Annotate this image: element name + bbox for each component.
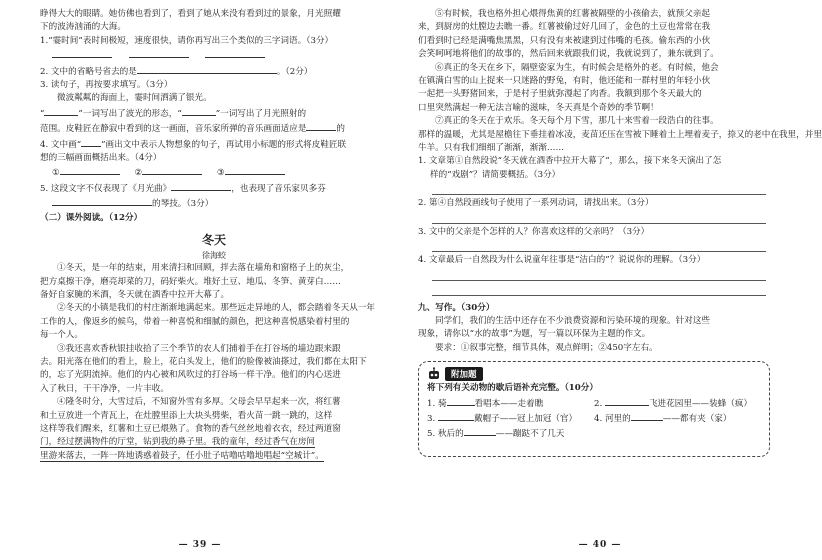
bonus-item: 2. 飞进花园里——装蜂（疯） xyxy=(594,396,761,411)
reading-question-1: 1. 文章第①自然段说“冬天就在酒香中拉开大幕了”，那么，接下来冬天演出了怎 xyxy=(418,156,722,167)
question-4: 4. 文中画“ ”画出文中表示人物想象的句子，再试用小标题的形式将皮鞋匠联 xyxy=(40,137,388,152)
bonus-badge: 附加题 xyxy=(445,367,483,381)
text-line: 下的波涛汹涌的大海。 xyxy=(40,22,126,33)
question-4-answers: ① ② ③ xyxy=(40,165,388,180)
bonus-instruction: 将下列有关动物的歇后语补充完整。（10分） xyxy=(427,383,598,394)
paragraph-1: ①冬天，是一年的结束，用来清扫和回顾，拌去落在墙角和窗格子上的灰尘， 把方桌擦干净，磨亮却菜的刀，码好柴火。堆好土豆、地瓜、冬笋、黄芽白…… 备好自家腌的米酒，冬天就在酒香中拉开大幕了。 xyxy=(40,263,350,300)
writing-prompt: 同学们，我们的生活中还存在不少浪费资源和污染环境的现象。针对这些 xyxy=(435,315,711,326)
page-number: — 40 — xyxy=(578,540,622,550)
answer-blank[interactable] xyxy=(205,48,265,58)
text-line: 睁得大大的眼睛。她仿佛也看到了，看到了她从来没有看到过的景象，月光照耀 xyxy=(40,9,341,19)
question-5: 5. 这段文字不仅表现了《月光曲》 ，也表现了音乐家贝多芬 xyxy=(40,181,388,196)
bonus-row xyxy=(427,396,761,411)
answer-blank[interactable] xyxy=(52,48,112,58)
reading-question-2: 2. 第④自然段画线句子使用了一系列动词，请找出来。（3分） xyxy=(418,198,654,209)
answer-line[interactable] xyxy=(432,268,766,281)
question-3: 3. 读句子，再按要求填写。（3分） xyxy=(40,80,173,91)
bonus-item: 5. 秋后的 ——蹦跶不了几天 xyxy=(427,426,594,441)
robot-icon xyxy=(427,367,441,381)
bonus-header xyxy=(427,366,761,382)
answer-blank[interactable] xyxy=(182,106,216,116)
answer-blank[interactable] xyxy=(52,196,152,206)
question-5-cont: 的琴技。（3分） xyxy=(40,196,388,211)
writing-prompt: 现象，请你以“水的故事”为题，写一篇以环保为主题的作文。 xyxy=(418,329,651,340)
section-heading: （二）课外阅读。（12分） xyxy=(40,212,143,223)
answer-line[interactable] xyxy=(432,182,766,195)
quote-sentence: 微波粼粼的海面上，霎时间洒满了银光。 xyxy=(57,93,212,104)
bonus-row xyxy=(427,426,761,441)
paragraph-2: ②冬天的小镇是我们的村庄渐渐地满起来。那些远走异地的人，都会踏着冬天从一年 工作的人，像返乡的候鸟，带着一种喜悦和细腻的颜色，把这种喜悦感染着村里的 每一个人。 xyxy=(40,303,375,341)
paragraph-7: ⑦真正的冬天在于欢乐。冬天每个月下雪，那几十来雪着一段浩白的往事。 那样的温暖，尤其是屋檐往下垂挂着冰凌，麦苗还压在雪被下睡着土上埋着麦子，捺又的老中在我里，并里 牛羊。只有我们细细了渐渐，渐渐…… xyxy=(418,116,822,154)
writing-heading: 九、写作。（30分） xyxy=(418,302,495,313)
paragraph-5: ⑤有时候，我也格外担心煨得焦黄的红薯被隔壁的小孩偷去，就预父亲起 来，到厨房的灶膛边去瞧一番。红薯被偷过好几回了，金色的土豆也常常在我 们看到时已经是满嘴焦黑黑，只有没有来被逮到过伟嘴的毛孩。偷东西的小伙 会笑呵呵地将他们的故事的，然后回来就跟我们说，我就说到了，兼东就到了。 xyxy=(418,9,719,60)
answer-blank[interactable] xyxy=(605,396,649,406)
answer-blank[interactable] xyxy=(171,181,231,191)
answer-blank[interactable] xyxy=(142,165,202,175)
answer-blank[interactable] xyxy=(60,165,120,175)
bonus-item: 1. 骑 看唱本——走着瞧 xyxy=(427,396,594,411)
reading-question-4: 4. 文章最后一自然段为什么说童年往事是“洁白的”？说说你的理解。（3分） xyxy=(418,255,706,266)
underline-mark xyxy=(81,137,101,147)
answer-blank[interactable] xyxy=(447,396,475,406)
answer-line[interactable] xyxy=(432,211,766,224)
paragraph-4: ④隆冬时分，大雪过后，不知窗外雪有多厚。父母会早早起来一次，将红薯 和土豆放进一个青瓦上，在灶膛里添上大块头劈柴，看火苗一跳一跳的，这样 这样等我们醒来，红薯和土豆已煨熟了。食物的香气丝丝地着衣衣，经过两道窗 门，经过摆满物件的厅堂，钻到我的鼻子里。我的童年，经过香气在房间 里游来落去，一阵一阵地诱惑着鼓子，任小肚子咕噜咕噜地唱起“空城计”。 xyxy=(40,397,341,461)
left-page xyxy=(0,0,400,560)
question-2: 2. 文中的省略号省去的是 。（2分） xyxy=(40,64,388,79)
story-title: 冬天 xyxy=(201,233,226,248)
page-number: — 39 — xyxy=(178,540,222,550)
question-4-cont: 想的三幅画面概括出来。（4分） xyxy=(40,153,162,164)
answer-blank[interactable] xyxy=(306,121,336,131)
answer-blank[interactable] xyxy=(438,411,474,421)
question-1: 1.“霎时间”表时间极短，速度很快，请你再写出三个类似的三字词语。（3分） xyxy=(40,35,334,46)
answer-blank[interactable] xyxy=(464,426,496,436)
reading-question-1-cont: 样的“戏剧”？请简要概括。（3分） xyxy=(430,169,561,180)
answer-line[interactable] xyxy=(432,239,766,252)
answer-blanks xyxy=(40,48,388,63)
underlined-sentence: 里游来落去，一阵一阵地诱惑着鼓子，任小肚子咕噜咕噜地唱起“空城计”。 xyxy=(40,450,324,461)
bonus-row xyxy=(427,411,761,426)
writing-requirements: 要求：①叙事完整，细节具体，观点鲜明；②450字左右。 xyxy=(435,342,658,353)
story-author: 徐海蛟 xyxy=(202,251,226,261)
question-3-fill-1: “ ”一词写出了波光的形态，“ ”一词写出了月光照射的 xyxy=(40,106,388,121)
question-3-fill-2: 范围。皮鞋匠在静寂中看到的这一画面，音乐家所弹的音乐画面适应是 的 xyxy=(40,121,388,136)
answer-blank[interactable] xyxy=(44,106,78,116)
answer-blank[interactable] xyxy=(225,165,285,175)
bonus-item: 3. 戴帽子——冠上加冠（官） xyxy=(427,411,594,426)
reading-question-3: 3. 文中的父亲是个怎样的人？你喜欢这样的父亲吗？（3分） xyxy=(418,226,650,237)
right-page xyxy=(400,0,822,560)
paragraph-6: ⑥真正的冬天在乡下，隔壁姿家为生，有时候会是格外的老。有时候，他会 在镇满白雪的山上捉来一只迷路的野兔，有时，他还能和一群村里的年轻小伙 一起把一头野猪回来，于是村子里就弥漫起了肉香。我额到那个冬天最大的 口里突然满起一种无法言喻的滋味，冬天真是个奇妙的季节啊！ xyxy=(418,62,719,113)
answer-blank[interactable] xyxy=(137,64,277,74)
bonus-item: 4. 河里的 ——都有夹（家） xyxy=(594,411,761,426)
bonus-box xyxy=(418,361,770,457)
underlined-sentence: 门，经过摆满物件的厅堂，钻到我的鼻子里。我的童年，经过香气在房间 xyxy=(40,437,316,448)
paragraph-3: ③我还喜欢香秋银挂收拾了三个季节的农人们捕着手在打谷场的墙边跟来跟 去。阳光落在他们的看上，脸上，花白头发上，他们的脸像被油搽过，我们都在太阳下 的，忘了光阴流掉。他们的内心被和风吹过的打谷场一样干净。他们的内心送进 入了秋日，干干净净，一片丰收。 xyxy=(40,343,367,394)
answer-blank[interactable] xyxy=(129,48,189,58)
answer-line[interactable] xyxy=(432,283,766,296)
answer-blank[interactable] xyxy=(631,411,663,421)
